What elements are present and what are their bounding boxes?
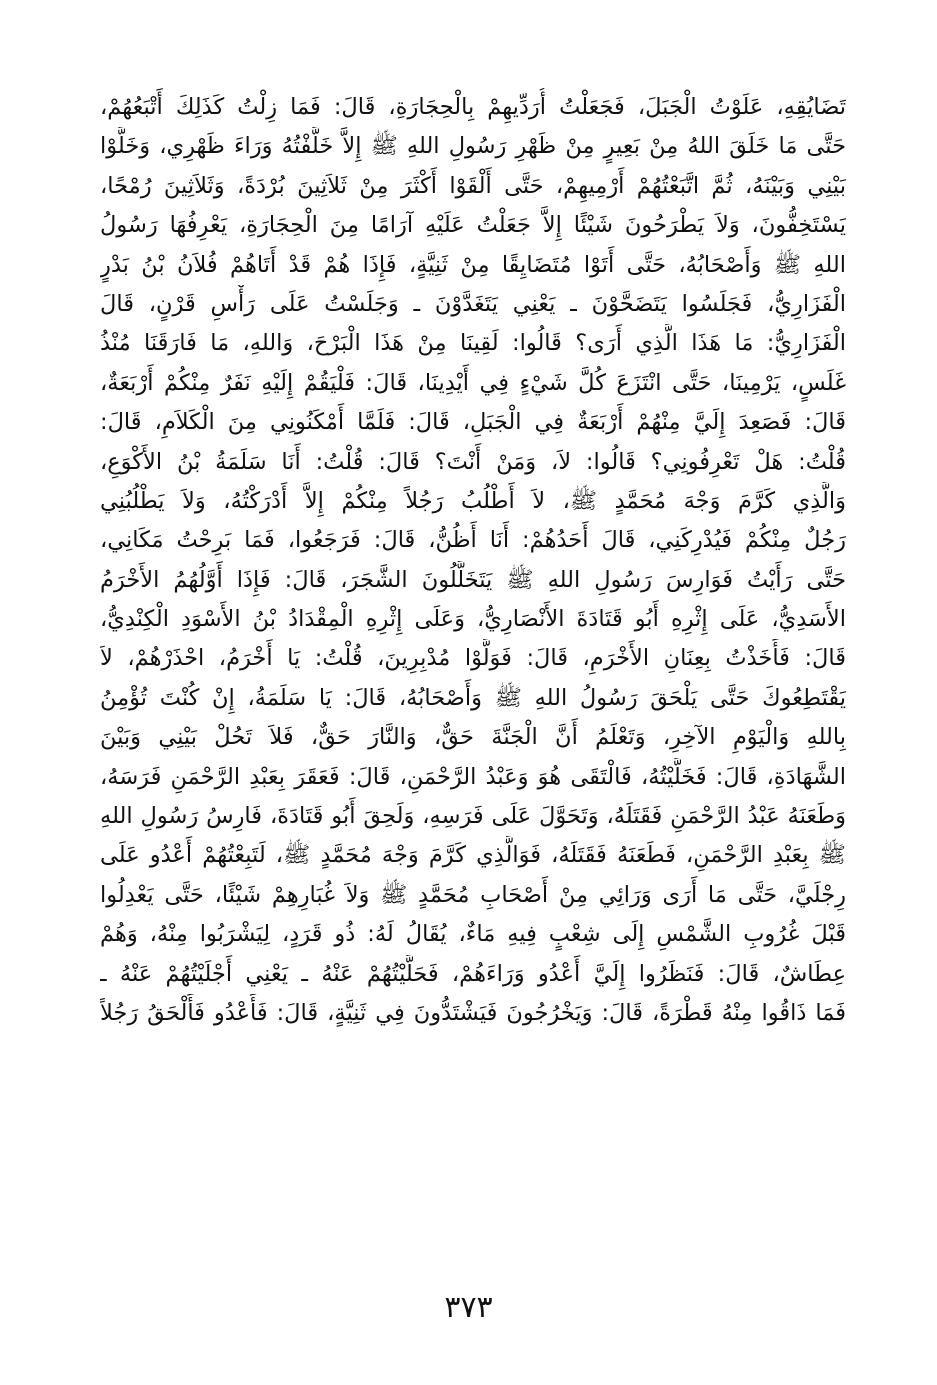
text-line: الْفَزَارِيُّ: مَا هَذَا الَّذِي أَرَى؟ قَالُوا: لَقِينَا مِنْ هَذَا الْبَرْحَ، وَاللهِ، مَا فَارَقَنَا مُنْذُ xyxy=(100,330,846,357)
text-line: تَضَايُقِهِ، عَلَوْتُ الْجَبَلَ، فَجَعَلْتُ أُرَدِّيهِمْ بِالْحِجَارَةِ، قَالَ: فَمَا زِلْتُ كَذَلِكَ أَتْبَعُهُمْ، xyxy=(100,94,846,120)
text-line: عِطَاشٌ، قَالَ: فَنَظَرُوا إِلَيَّ أَعْدُو وَرَاءَهُمْ، فَحَلَّيْتُهُمْ عَنْهُ ـ يَعْنِي أَجْلَيْتُهُمْ عَنْهُ ـ xyxy=(100,960,846,987)
text-line: رَجُلٌ مِنْكُمْ فَيُدْرِكَنِي، قَالَ أَحَدُهُمْ: أَنَا أَظُنُّ، قَالَ: فَرَجَعُوا، فَمَا بَرِحْتُ مَكَانِي، xyxy=(100,527,846,554)
text-line: بِاللهِ وَالْيَوْمِ الآخِرِ، وَتَعْلَمُ أَنَّ الْجَنَّةَ حَقٌّ، وَالنَّارَ حَقٌّ، فَلاَ تَحُلْ بَيْنِي وَبَيْنَ xyxy=(100,724,846,751)
text-line: قَبْلَ غُرُوبِ الشَّمْسِ إِلَى شِعْبٍ فِيهِ مَاءٌ، يُقَالُ لَهُ: ذُو قَرَدٍ، لِيَشْرَبُوا مِنْهُ، وَهُمْ xyxy=(100,921,846,948)
text-line: قَالَ: فَصَعِدَ إِلَيَّ مِنْهُمْ أَرْبَعَةٌ فِي الْجَبَلِ، قَالَ: فَلَمَّا أَمْكَنُونِي مِنَ الْكَلاَمِ، قَالَ: xyxy=(100,409,846,436)
text-line: قَالَ: فَأَخَذْتُ بِعِنَانِ الأَخْرَمِ، قَالَ: فَوَلَّوْا مُدْبِرِينَ، قُلْتُ: يَا أَخْرَمُ، احْذَرْهُمْ، لاَ xyxy=(100,645,846,672)
text-line: ﷺ بِعَبْدِ الرَّحْمَنِ، فَطَعَنَهُ فَقَتَلَهُ، فَوَالَّذِي كَرَّمَ وَجْهَ مُحَمَّدٍ ﷺ، لَتَبِعْتُهُمْ أَعْدُو عَلَى xyxy=(100,842,846,869)
text-line: بَيْنِي وَبَيْنَهُ، ثُمَّ اتَّبَعْتُهُمْ أَرْمِيهِمْ، حَتَّى أَلْقَوْا أَكْثَرَ مِنْ ثَلاَثِينَ بُرْدَةً، وَثَلاَثِينَ رُمْحًا، xyxy=(100,172,846,199)
text-line: الْفَزَارِيُّ، فَجَلَسُوا يَتَضَحَّوْنَ ـ يَعْنِي يَتَغَدَّوْنَ ـ وَجَلَسْتُ عَلَى رَأْسِ قَرْنٍ، قَالَ xyxy=(100,290,846,317)
text-line: يَقْتَطِعُوكَ حَتَّى يَلْحَقَ رَسُولُ اللهِ ﷺ وَأَصْحَابُهُ، قَالَ: يَا سَلَمَةُ، إِنْ كُنْتَ تُؤْمِنُ xyxy=(100,684,846,711)
text-line: الشَّهَادَةِ، قَالَ: فَخَلَّيْتُهُ، فَالْتَقَى هُوَ وَعَبْدُ الرَّحْمَنِ، قَالَ: فَعَقَرَ بِعَبْدِ الرَّحْمَنِ فَرَسَهُ، xyxy=(100,763,846,790)
text-line: اللهِ ﷺ وَأَصْحَابُهُ، حَتَّى أَتَوْا مُتَضَايِقًا مِنْ ثَنِيَّةٍ، فَإِذَا هُمْ قَدْ أَتَاهُمْ فُلاَنُ بْنُ بَدْرٍ xyxy=(100,251,846,278)
text-line: حَتَّى مَا خَلَقَ اللهُ مِنْ بَعِيرٍ مِنْ ظَهْرِ رَسُولِ اللهِ ﷺ إِلاَّ خَلَّفْتُهُ وَرَاءَ ظَهْرِي، وَخَلَّوْا xyxy=(100,133,846,160)
text-line: يَسْتَخِفُّونَ، وَلاَ يَطْرَحُونَ شَيْئًا إِلاَّ جَعَلْتُ عَلَيْهِ آرَامًا مِنَ الْحِجَارَةِ، يَعْرِفُهَا رَسُولُ xyxy=(100,212,846,239)
text-line: غَلَسٍ، يَرْمِينَا، حَتَّى انْتَزَعَ كُلَّ شَيْءٍ فِي أَيْدِينَا، قَالَ: فَلْيَقُمْ إِلَيْهِ نَفَرٌ مِنْكُمْ أَرْبَعَةٌ، xyxy=(100,369,846,396)
text-line: الأَسَدِيُّ، عَلَى إِثْرِهِ أَبُو قَتَادَةَ الأَنْصَارِيُّ، وَعَلَى إِثْرِهِ الْمِقْدَادُ بْنُ الأَسْوَدِ الْكِنْدِيُّ، xyxy=(100,606,846,633)
text-line: وَطَعَنَهُ عَبْدُ الرَّحْمَنِ فَقَتَلَهُ، وَتَحَوَّلَ عَلَى فَرَسِهِ، وَلَحِقَ أَبُو قَتَادَةَ، فَارِسُ رَسُولِ اللهِ xyxy=(100,803,846,830)
text-line: وَالَّذِي كَرَّمَ وَجْهَ مُحَمَّدٍ ﷺ، لاَ أَطْلُبُ رَجُلاً مِنْكُمْ إِلاَّ أَدْرَكْتُهُ، وَلاَ يَطْلُبُنِي xyxy=(100,487,846,514)
text-line: رِجْلَيَّ، حَتَّى مَا أَرَى وَرَائِي مِنْ أَصْحَابِ مُحَمَّدٍ ﷺ وَلاَ غُبَارِهِمْ شَيْئًا، حَتَّى يَعْدِلُوا xyxy=(100,881,846,908)
text-line: حَتَّى رَأَيْتُ فَوَارِسَ رَسُولِ اللهِ ﷺ يَتَخَلَّلُونَ الشَّجَرَ، قَالَ: فَإِذَا أَوَّلُهُمُ الأَخْرَمُ xyxy=(100,566,846,593)
body-text xyxy=(100,88,846,1033)
text-line: قُلْتُ: هَلْ تَعْرِفُونِي؟ قَالُوا: لاَ، وَمَنْ أَنْتَ؟ قَالَ: قُلْتُ: أَنَا سَلَمَةُ بْنُ الأَكْوَعِ، xyxy=(100,448,846,475)
text-line: فَمَا ذَاقُوا مِنْهُ قَطْرَةً، قَالَ: وَيَخْرُجُونَ فَيَشْتَدُّونَ فِي ثَنِيَّةٍ، قَالَ: فَأَعْدُو فَأَلْحَقُ رَجُلاً xyxy=(100,999,846,1026)
page-number: ٣٧٣ xyxy=(444,1290,493,1325)
